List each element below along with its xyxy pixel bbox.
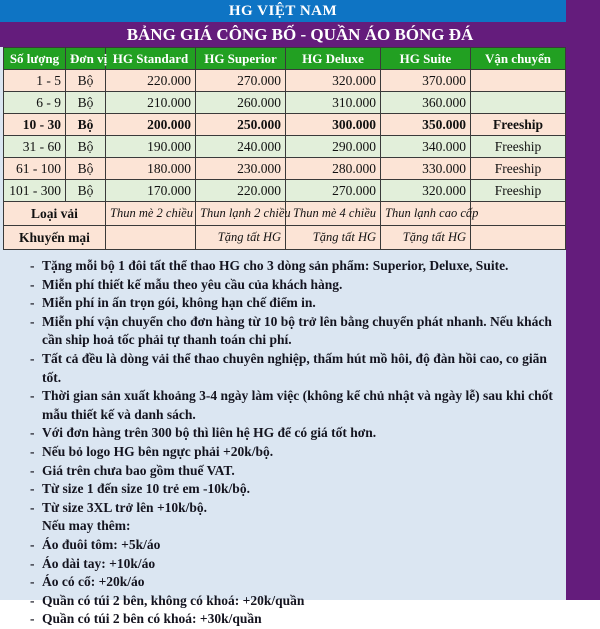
bullet-dash: - [30,443,35,459]
unit-cell: Bộ [66,114,106,136]
price-superior-cell: 230.000 [196,158,286,180]
note-text: Giá trên chưa bao gồm thuế VAT. [42,462,235,478]
note-text: Áo có cổ: +20k/áo [42,574,145,590]
note-text: Từ size 3XL trở lên +10k/bộ. [42,499,208,515]
company-banner [0,0,566,22]
fabric-standard-cell: Thun mè 2 chiều [106,202,196,226]
price-suite-cell: 340.000 [381,136,471,158]
quantity-cell: 10 - 30 [4,114,66,136]
price-standard-cell: 180.000 [106,158,196,180]
bullet-dash: - [30,258,35,273]
note-item [0,443,566,462]
unit-cell: Bộ [66,70,106,92]
price-superior-cell: 260.000 [196,92,286,114]
bullet-dash: - [30,462,35,478]
price-standard-cell: 190.000 [106,136,196,158]
price-suite-cell: 350.000 [381,114,471,136]
fabric-suite-cell: Thun lạnh cao cấp [381,202,471,226]
price-suite-cell: 330.000 [381,158,471,180]
price-standard-cell: 170.000 [106,180,196,202]
unit-cell: Bộ [66,136,106,158]
price-standard-cell: 220.000 [106,70,196,92]
col-header-unit: Đơn vị [66,48,106,70]
bullet-dash: - [30,592,35,608]
note-item [0,462,566,481]
quantity-cell: 6 - 9 [4,92,66,114]
bullet-dash: - [30,388,35,404]
shipping-cell: Freeship [471,114,566,136]
note-text: Quần có túi 2 bên có khoá: +30k/quần [42,611,262,627]
table-row [4,158,566,180]
table-row-highlight [4,114,566,136]
price-superior-cell: 270.000 [196,70,286,92]
bullet-dash: - [30,499,35,515]
col-header-superior: HG Superior [196,48,286,70]
note-item [0,499,566,518]
note-item [0,313,566,350]
unit-cell: Bộ [66,92,106,114]
note-item [0,294,566,313]
price-standard-cell: 200.000 [106,114,196,136]
price-deluxe-cell: 270.000 [286,180,381,202]
fabric-superior-cell: Thun lạnh 2 chiều [196,202,286,226]
bullet-dash: - [30,295,35,311]
promo-row-label: Khuyến mại [4,226,106,250]
table-row [4,136,566,158]
note-text: Miễn phí thiết kế mẫu theo yêu cầu của khách hàng. [42,276,343,292]
note-item [0,387,566,424]
bullet-dash: - [30,611,35,627]
table-row [4,92,566,114]
promo-suite-cell: Tặng tất HG [381,226,471,250]
shipping-cell [471,70,566,92]
promo-deluxe-cell: Tặng tất HG [286,226,381,250]
bullet-dash: - [30,350,35,366]
col-header-standard: HG Standard [106,48,196,70]
col-header-suite: HG Suite [381,48,471,70]
col-header-deluxe: HG Deluxe [286,48,381,70]
note-item [0,536,566,555]
note-item [0,573,566,592]
price-suite-cell: 360.000 [381,92,471,114]
quantity-cell: 61 - 100 [4,158,66,180]
unit-cell: Bộ [66,180,106,202]
note-text: Miễn phí in ấn trọn gói, không hạn chế điểm in. [42,295,316,311]
note-text: Nếu may thêm: [42,518,131,534]
shipping-cell: Freeship [471,180,566,202]
note-text: Từ size 1 đến size 10 trẻ em -10k/bộ. [42,481,250,497]
note-item [0,276,566,295]
bullet-dash: - [30,425,35,441]
col-header-quantity: Số lượng [4,48,66,70]
notes-section [0,252,566,627]
right-purple-strip [566,0,600,600]
bullet-dash: - [30,481,35,497]
price-suite-cell: 370.000 [381,70,471,92]
note-item [0,350,566,387]
unit-cell: Bộ [66,158,106,180]
quantity-cell: 1 - 5 [4,70,66,92]
note-item [0,555,566,574]
note-text: Áo đuôi tôm: +5k/áo [42,536,161,552]
quantity-cell: 31 - 60 [4,136,66,158]
note-item [0,257,566,276]
price-deluxe-cell: 300.000 [286,114,381,136]
price-deluxe-cell: 310.000 [286,92,381,114]
price-suite-cell: 320.000 [381,180,471,202]
note-text: Thời gian sản xuất khoảng 3-4 ngày làm việc (không kể chủ nhật và ngày lễ) sau khi chốt mẫu thiết kế và danh sách. [42,388,553,422]
shipping-cell: Freeship [471,136,566,158]
fabric-shipping-cell [471,202,566,226]
page-title: BẢNG GIÁ CÔNG BỐ - QUẦN ÁO BÓNG ĐÁ [126,24,474,44]
price-deluxe-cell: 290.000 [286,136,381,158]
promo-standard-cell [106,226,196,250]
shipping-cell: Freeship [471,158,566,180]
note-item [0,480,566,499]
note-subheading [0,517,566,536]
note-text: Nếu bỏ logo HG bên ngực phải +20k/bộ. [42,443,274,459]
price-superior-cell: 220.000 [196,180,286,202]
note-text: Với đơn hàng trên 300 bộ thì liên hệ HG để có giá tốt hơn. [42,425,377,441]
promotion-row [4,226,566,250]
note-text: Quần có túi 2 bên, không có khoá: +20k/quần [42,592,305,608]
bullet-dash: - [30,555,35,571]
bullet-dash: - [30,536,35,552]
price-deluxe-cell: 320.000 [286,70,381,92]
bullet-dash: - [30,574,35,590]
note-text: Miễn phí vận chuyển cho đơn hàng từ 10 bộ trở lên bằng chuyển phát nhanh. Nếu khách cần ship hoả tốc phải tự thanh toán chi phí. [42,313,552,348]
promo-superior-cell: Tặng tất HG [196,226,286,250]
fabric-deluxe-cell: Thun mè 4 chiều [286,202,381,226]
note-text: Tất cả đều là dòng vải thể thao chuyên nghiệp, thấm hút mồ hôi, độ đàn hồi cao, co giãn tốt. [42,350,547,385]
title-banner [0,22,600,47]
bullet-dash: - [30,313,35,329]
note-text: Tặng mỗi bộ 1 đôi tất thể thao HG cho 3 dòng sản phẩm: Superior, Deluxe, Suite. [42,258,509,273]
price-table [3,47,566,250]
bullet-dash: - [30,276,35,292]
note-item [0,610,566,629]
note-item [0,424,566,443]
col-header-shipping: Vận chuyển [471,48,566,70]
table-row [4,70,566,92]
note-item [0,592,566,611]
price-deluxe-cell: 280.000 [286,158,381,180]
price-superior-cell: 240.000 [196,136,286,158]
price-standard-cell: 210.000 [106,92,196,114]
price-superior-cell: 250.000 [196,114,286,136]
quantity-cell: 101 - 300 [4,180,66,202]
fabric-row-label: Loại vải [4,202,106,226]
shipping-cell [471,92,566,114]
promo-shipping-cell [471,226,566,250]
table-row [4,180,566,202]
company-name: HG VIỆT NAM [228,2,338,19]
note-text: Áo dài tay: +10k/áo [42,555,156,571]
fabric-type-row [4,202,566,226]
table-header-row [4,48,566,70]
